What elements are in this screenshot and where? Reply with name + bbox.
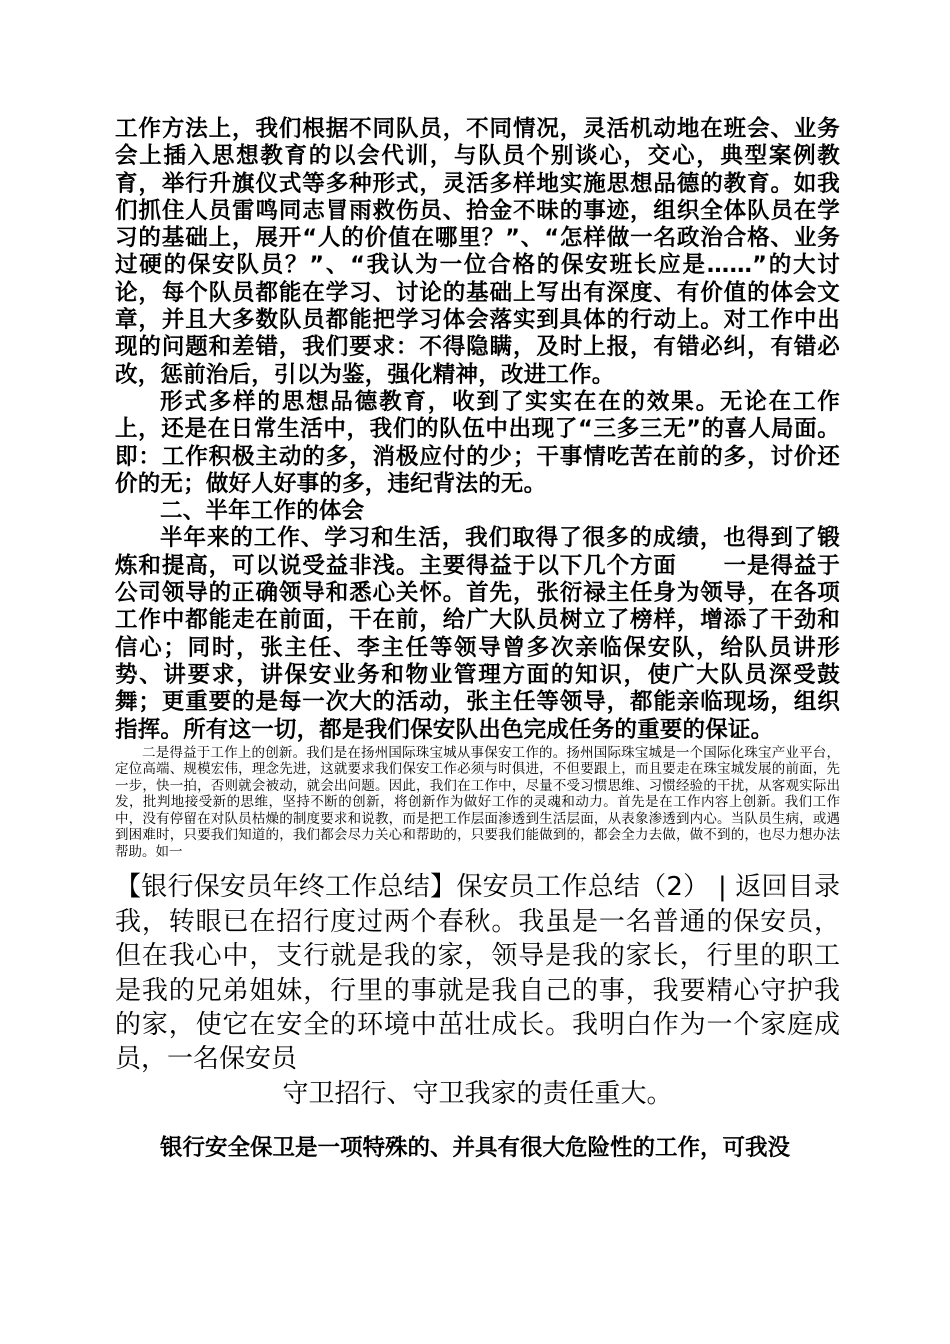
small-text-section: [115, 745, 840, 861]
paragraph-bank-security: 银行安全保卫是一项特殊的、并具有很大危险性的工作，可我没: [160, 1135, 791, 1162]
paragraph-work-methods: 工作方法上，我们根据不同队员，不同情况，灵活机动地在班会、业务会上插入思想教育的以会代训，与队员个别谈心，交心，典型案例教育，举行升旗仪式等多种形式，灵活多样地实施思想品德的教育。如我们抓住人员雷鸣同志冒雨救伤员、拾金不昧的事迹，组织全体队员在学习的基础上，展开“人的价值在哪里？”、“怎样做一名政治合格、业务过硬的保安队员？”、“我认为一位合格的保安班长应是……”的大讨论，每个队员都能在学习、讨论的基础上写出有深度、有价值的体会文章，并且大多数队员都能把学习体会落实到具体的行动上。对工作中出现的问题和差错，我们要求：不得隐瞒，及时上报，有错必纠，有错必改，惩前治后，引以为鉴，强化精神，改进工作。: [115, 116, 840, 388]
paragraph-education-effects: 形式多样的思想品德教育，收到了实实在在的效果。无论在工作上，还是在日常生活中，我们的队伍中出现了“三多三无”的喜人局面。即：工作积极主动的多，消极应付的少；干事情吃苦在前的多，讨价还价的无；做好人好事的多，违纪背法的无。: [115, 388, 840, 497]
section-heading: 二、半年工作的体会: [160, 498, 365, 525]
paragraph-bank-guard-summary-last-line: 守卫招行、守卫我家的责任重大。: [282, 1078, 673, 1109]
paragraph-half-year-experience: 半年来的工作、学习和生活，我们取得了很多的成绩，也得到了锻炼和提高，可以说受益非浅。主要得益于以下几个方面 一是得益于公司领导的正确领导和悉心关怀。首先，张衍禄主任身为领导，在各项工作中都能走在前面，干在前，给广大队员树立了榜样，增添了干劲和信心；同时，张主任、李主任等领导曾多次亲临保安队，给队员讲形势、讲要求，讲保安业务和物业管理方面的知识，使广大队员深受鼓舞；更重要的是每一次大的活动，张主任等领导，都能亲临现场，组织指挥。所有这一切，都是我们保安队出色完成任务的重要的保证。: [115, 525, 840, 743]
paragraph-bank-guard-summary: 【银行保安员年终工作总结】保安员工作总结（2） | 返回目录 我，转眼已在招行度过两个春秋。我虽是一名普通的保安员，但在我心中，支行就是我的家，领导是我的家长，行里的职工是我的兄弟姐妹，行里的事就是我自己的事，我要精心守护我的家，使它在安全的环境中茁壮成长。我明白作为一个家庭成员，一名保安员: [115, 872, 893, 1075]
large-text-section: [115, 870, 893, 1076]
document-body: [115, 116, 893, 1185]
paragraph-innovation: 二是得益于工作上的创新。我们是在扬州国际珠宝城从事保安工作的。扬州国际珠宝城是一个国际化珠宝产业平台，定位高端、规模宏伟，理念先进，这就要求我们保安工作必须与时俱进，不但要跟上，而且要走在珠宝城发展的前面，先一步，快一拍，否则就会被动，就会出问题。因此，我们在工作中，尽量不受习惯思维、习惯经验的干扰，从客观实际出发，批判地接受新的思维，坚持不断的创新，将创新作为做好工作的灵魂和动力。首先是在工作内容上创新。我们工作中，没有停留在对队员枯燥的制度要求和说教，而是把工作层面渗透到生活层面，从表象渗透到内心。当队员生病，或遇到困难时，只要我们知道的，我们都会尽力关心和帮助的，只要我们能做到的，都会全力去做，做不到的，也尽力想办法帮助。如一: [115, 744, 840, 860]
bold-text-section: [115, 116, 840, 744]
